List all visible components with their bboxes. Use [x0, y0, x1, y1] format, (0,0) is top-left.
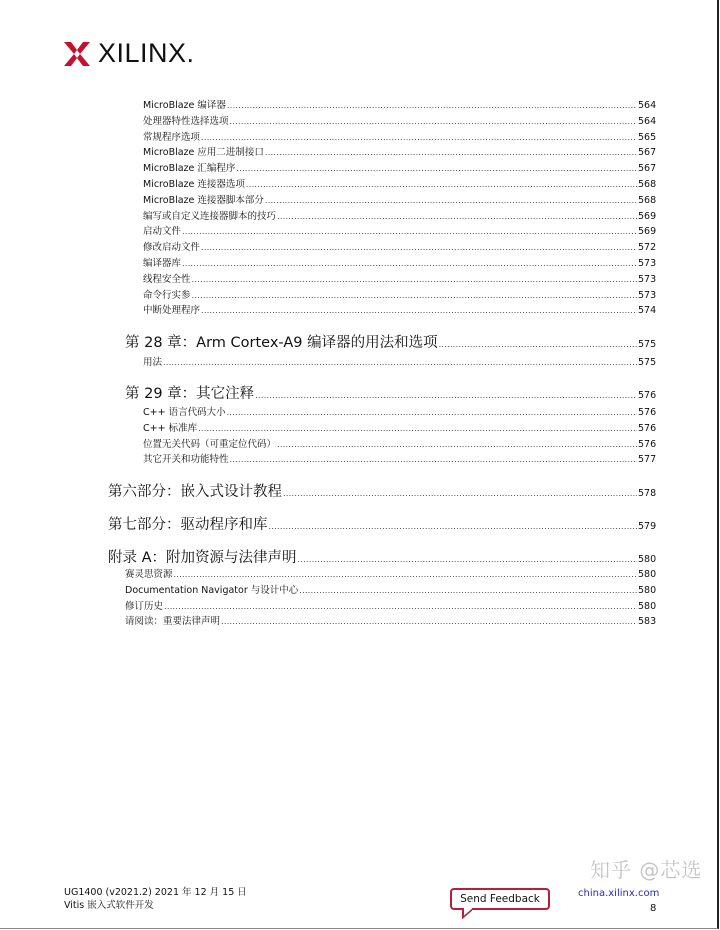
toc-entry-page: 580 [638, 584, 657, 596]
toc-entry-page: 580 [638, 600, 657, 612]
toc-leader-dots [283, 489, 637, 498]
toc-leader-dots [182, 259, 637, 268]
toc-entry-page: 575 [638, 339, 657, 350]
toc-entry-page: 574 [638, 305, 657, 317]
toc-entry-page: 579 [638, 521, 657, 532]
doc-title: Vitis 嵌入式软件开发 [64, 900, 154, 911]
toc-leader-dots [246, 180, 637, 189]
toc-entry[interactable] [143, 160, 656, 174]
xilinx-logo [64, 38, 195, 69]
toc-entry[interactable] [108, 546, 656, 567]
toc-entry-page: 569 [638, 226, 657, 238]
toc-entry-title: 其它开关和功能特性 [143, 454, 229, 466]
toc-entry[interactable] [108, 480, 656, 501]
toc-leader-dots [255, 391, 637, 400]
toc-leader-dots [227, 101, 637, 110]
toc-leader-dots [201, 306, 637, 315]
toc-entry-page: 564 [638, 115, 657, 127]
page-number: 8 [650, 903, 657, 914]
toc-entry-title: 修改启动文件 [143, 242, 201, 254]
toc-entry[interactable] [143, 208, 656, 222]
toc-leader-dots [230, 117, 637, 126]
toc-entry-title: MicroBlaze 汇编程序 [143, 163, 236, 175]
toc-entry-page: 568 [638, 179, 657, 190]
toc-entry-title: 第 29 章：其它注释 [125, 386, 255, 402]
brand-name: XILINX. [98, 38, 195, 68]
toc-entry-title: 启动文件 [143, 226, 182, 238]
toc-entry-page: 580 [638, 554, 657, 565]
toc-entry-page: 575 [638, 357, 657, 368]
toc-leader-dots [221, 617, 637, 626]
toc-entry[interactable] [143, 192, 656, 206]
toc-entry-page: 573 [638, 273, 657, 285]
toc-entry[interactable] [143, 97, 656, 111]
toc-entry-title: C++ 语言代码大小 [143, 407, 226, 418]
footer-doc-info [64, 886, 247, 912]
toc-leader-dots [163, 358, 637, 367]
toc-entry-title: 赛灵思资源 [125, 569, 173, 580]
toc-entry-title: 第七部分：驱动程序和库 [108, 517, 268, 533]
toc-entry-title: MicroBlaze 连接器选项 [143, 179, 245, 190]
toc-entry[interactable] [143, 451, 656, 465]
toc-leader-dots [439, 340, 637, 349]
toc-entry[interactable] [143, 239, 656, 253]
toc-entry-page: 576 [638, 422, 657, 434]
toc-entry[interactable] [143, 113, 656, 127]
toc-leader-dots [236, 164, 637, 173]
toc-leader-dots [192, 275, 637, 284]
toc-leader-dots [174, 570, 637, 579]
toc-entry-page: 567 [638, 147, 657, 159]
toc-entry-title: 线程安全性 [143, 273, 191, 285]
toc-entry[interactable] [143, 436, 656, 450]
toc-entry[interactable] [143, 287, 656, 301]
xilinx-link[interactable]: china.xilinx.com [578, 888, 660, 899]
toc-entry[interactable] [143, 144, 656, 158]
toc-entry-page: 573 [638, 289, 657, 301]
toc-entry-page: 577 [638, 454, 657, 466]
toc-entry-page: 564 [638, 100, 657, 111]
toc-entry[interactable] [125, 382, 656, 403]
toc-entry-title: MicroBlaze 编译器 [143, 100, 226, 111]
send-feedback-button[interactable]: Send Feedback [450, 888, 550, 910]
toc-entry-title: 修订历史 [125, 600, 164, 612]
watermark: 知乎 @芯选 [590, 858, 703, 882]
toc-entry[interactable] [143, 404, 656, 418]
toc-leader-dots [201, 243, 637, 252]
toc-entry-title: 命令行实参 [143, 289, 191, 301]
toc-entry-page: 578 [638, 488, 657, 499]
toc-entry[interactable] [125, 582, 656, 596]
toc-entry[interactable] [143, 176, 656, 190]
toc-entry[interactable] [143, 271, 656, 285]
toc-entry-page: 576 [638, 438, 657, 450]
toc-entry-title: 位置无关代码（可重定位代码） [143, 438, 277, 450]
toc-entry[interactable] [125, 613, 656, 627]
toc-entry-page: 580 [638, 569, 657, 580]
toc-entry[interactable] [143, 302, 656, 316]
toc-entry-title: MicroBlaze 应用二进制接口 [143, 147, 264, 159]
doc-id: UG1400 (v2021.2) 2021 年 12 月 15 日 [64, 887, 247, 898]
toc-leader-dots [277, 440, 637, 449]
toc-entry[interactable] [125, 566, 656, 580]
toc-entry[interactable] [143, 223, 656, 237]
toc-entry-page: 576 [638, 407, 657, 418]
toc-entry-page: 583 [638, 616, 657, 628]
toc-leader-dots [182, 227, 637, 236]
toc-leader-dots [299, 586, 637, 595]
toc-leader-dots [230, 455, 637, 464]
toc-leader-dots [298, 555, 637, 564]
toc-entry-page: 565 [638, 131, 657, 143]
toc-entry[interactable] [143, 420, 656, 434]
toc-entry-title: 常规程序选项 [143, 131, 201, 143]
toc-entry-title: C++ 标准库 [143, 422, 198, 434]
toc-entry-title: Documentation Navigator 与设计中心 [125, 584, 299, 596]
toc-entry[interactable] [143, 255, 656, 269]
toc-leader-dots [164, 602, 637, 611]
toc-entry-page: 567 [638, 163, 657, 175]
toc-leader-dots [277, 212, 637, 221]
toc-leader-dots [269, 522, 638, 531]
toc-leader-dots [198, 424, 637, 433]
toc-entry-page: 568 [638, 194, 657, 206]
toc-entry-page: 573 [638, 258, 657, 269]
toc-leader-dots [265, 148, 637, 157]
toc-entry[interactable] [143, 354, 656, 368]
toc-entry-page: 576 [638, 390, 657, 401]
toc-leader-dots [201, 133, 637, 142]
toc-entry-title: 编译器库 [143, 258, 182, 269]
toc-entry-title: 附录 A：附加资源与法律声明 [108, 550, 297, 566]
toc-entry-title: 请阅读：重要法律声明 [125, 616, 221, 628]
toc-entry-title: 编写或自定义连接器脚本的技巧 [143, 210, 277, 222]
toc-entry-title: MicroBlaze 连接器脚本部分 [143, 194, 264, 206]
toc-entry[interactable] [125, 598, 656, 612]
toc-entry[interactable] [108, 513, 656, 534]
toc-entry-title: 第 28 章：Arm Cortex-A9 编译器的用法和选项 [125, 335, 438, 351]
toc-entry[interactable] [125, 331, 656, 352]
toc-entry-title: 处理器特性选择选项 [143, 115, 229, 127]
toc-entry-title: 用法 [143, 357, 163, 368]
toc-leader-dots [265, 196, 637, 205]
toc-entry-page: 569 [638, 210, 657, 222]
toc-leader-dots [227, 408, 637, 417]
toc-leader-dots [192, 291, 637, 300]
toc-entry-page: 572 [638, 242, 657, 254]
toc-entry[interactable] [143, 129, 656, 143]
toc-entry-title: 第六部分：嵌入式设计教程 [108, 484, 282, 500]
xilinx-logo-icon [64, 42, 90, 66]
toc-entry-title: 中断处理程序 [143, 305, 201, 317]
